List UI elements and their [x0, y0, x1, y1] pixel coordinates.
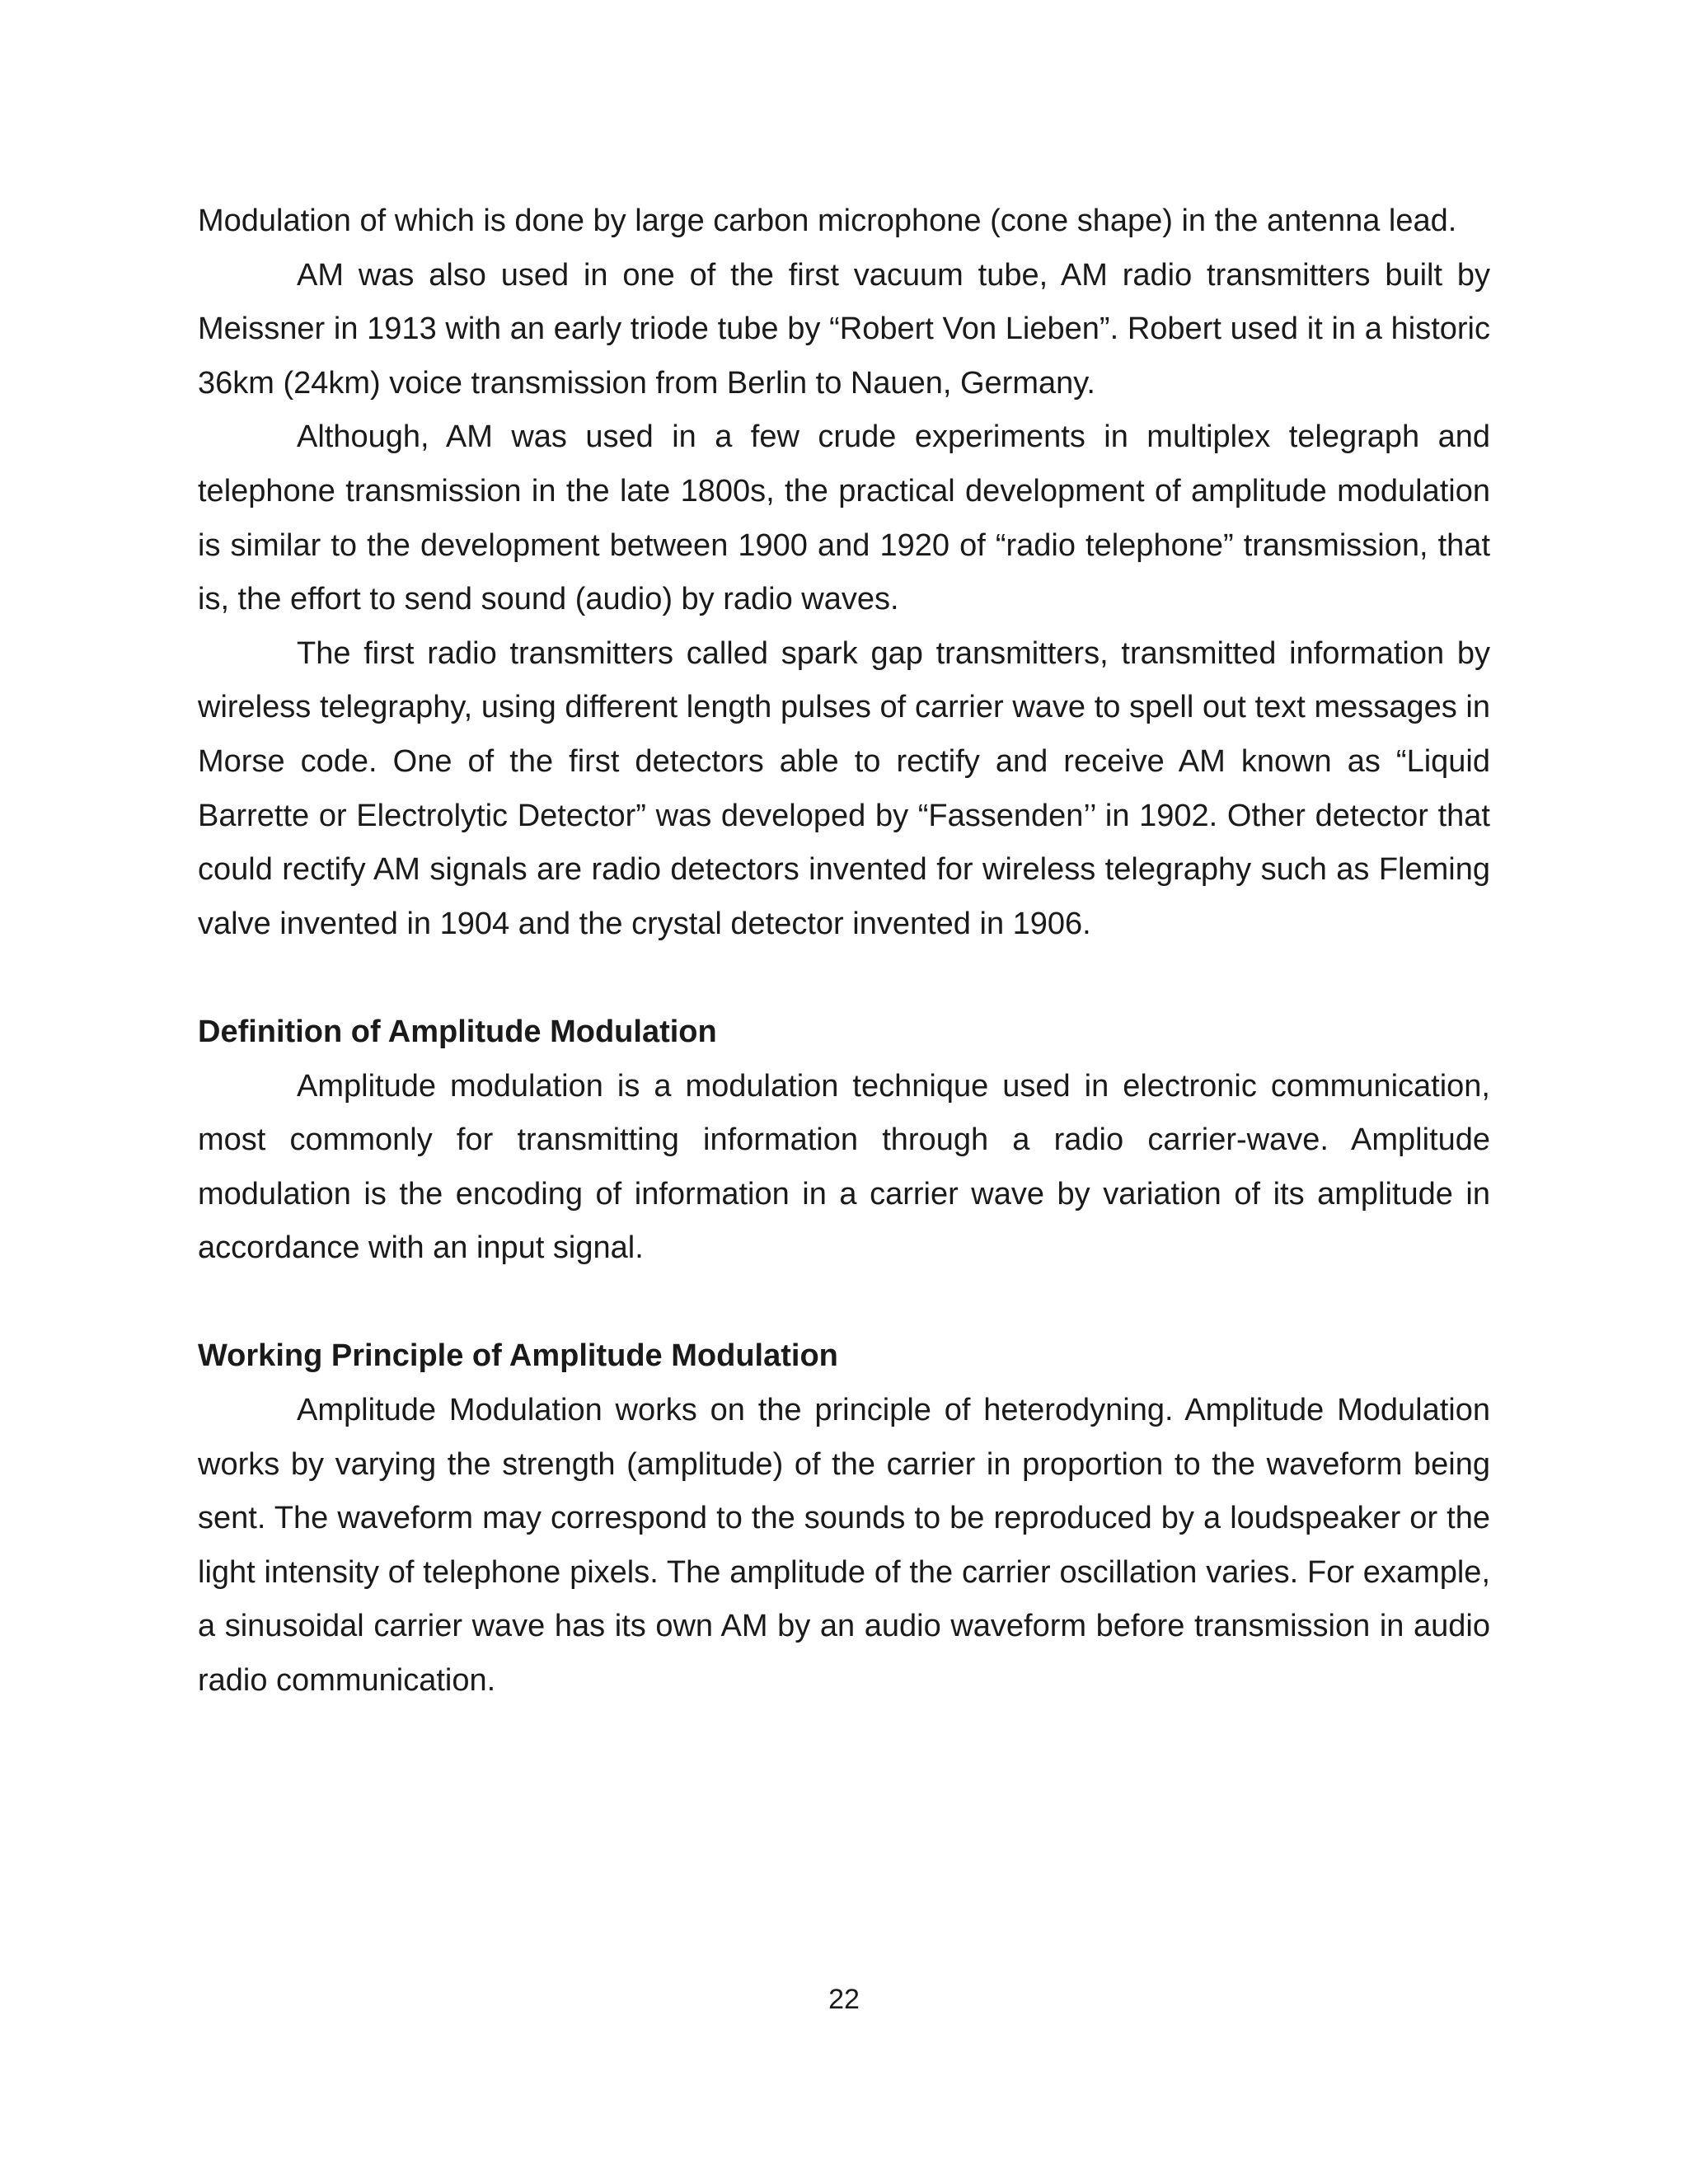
paragraph-definition: Amplitude modulation is a modulation technique used in electronic communication, most commonly for transmitting information through a radio carrier-wave. Amplitude modulation is the encoding of information in a carrier wave by variation of its amplitude in accordance with an input signal.	[198, 1068, 1490, 1266]
heading-working-principle: Working Principle of Amplitude Modulation	[198, 1338, 838, 1374]
paragraph-spark-gap: The first radio transmitters called spark gap transmitters, transmitted information by wireless telegraphy, using different length pulses of carrier wave to spell out text messages in Morse code. One of the first detectors able to rectify and receive AM known as “Liquid Barrette or Electrolytic Detector” was developed by “Fassenden’’ in 1902. Other detector that could rectify AM signals are radio detectors invented for wireless telegraphy such as Fleming valve invented in 1904 and the crystal detector invented in 1906.	[198, 635, 1490, 941]
paragraph-antenna-lead: Modulation of which is done by large carbon microphone (cone shape) in the antenna lead.	[198, 204, 1457, 238]
paragraph-early-experiments: Although, AM was used in a few crude experiments in multiplex telegraph and telephone transmission in the late 1800s, the practical development of amplitude modulation is similar to the development between 1900 and 1920 of “radio telephone” transmission, that is, the effort to send sound (audio) by radio waves.	[198, 419, 1490, 617]
page-body	[198, 194, 1490, 1708]
heading-definition: Definition of Amplitude Modulation	[198, 1014, 717, 1049]
paragraph-meissner: AM was also used in one of the first vacuum tube, AM radio transmitters built by Meissner in 1913 with an early triode tube by “Robert Von Lieben”. Robert used it in a historic 36km (24km) voice transmission from Berlin to Nauen, Germany.	[198, 257, 1490, 401]
page-number: 22	[828, 1984, 860, 2015]
paragraph-working-principle: Amplitude Modulation works on the principle of heterodyning. Amplitude Modulation works by varying the strength (amplitude) of the carrier in proportion to the waveform being sent. The waveform may correspond to the sounds to be reproduced by a loudspeaker or the light intensity of telephone pixels. The amplitude of the carrier oscillation varies. For example, a sinusoidal carrier wave has its own AM by an audio waveform before transmission in audio radio communication.	[198, 1393, 1490, 1699]
